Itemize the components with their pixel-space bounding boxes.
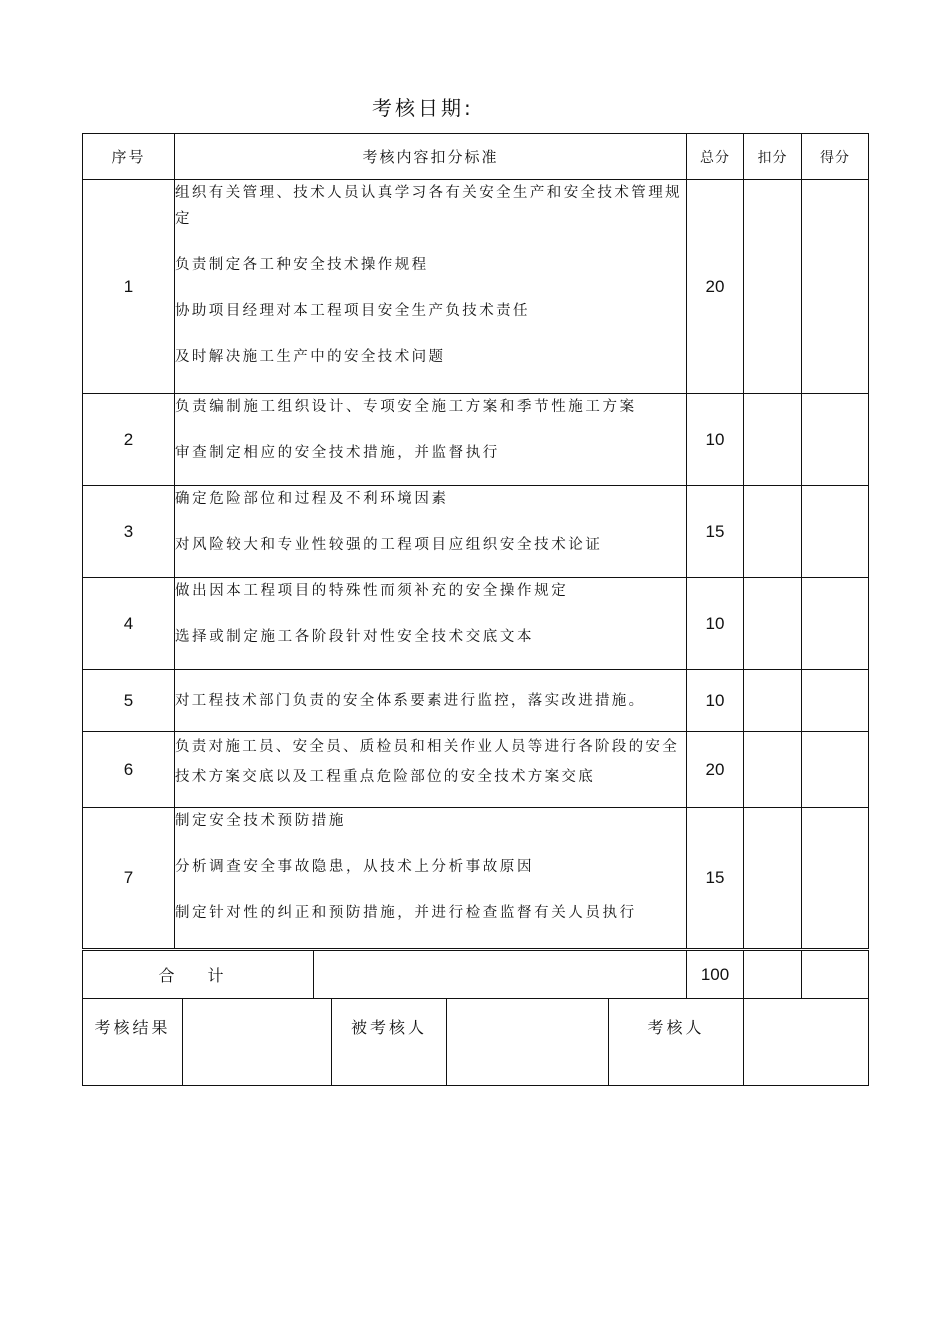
row-seq: 4 bbox=[83, 578, 175, 670]
assessee-label: 被考核人 bbox=[332, 999, 447, 1086]
row-content bbox=[175, 394, 687, 486]
total-score-cell[interactable] bbox=[802, 951, 869, 999]
row-total: 15 bbox=[687, 808, 744, 949]
row-score-cell[interactable] bbox=[802, 732, 869, 808]
content-line: 制定安全技术预防措施 bbox=[175, 813, 346, 829]
row-score-cell[interactable] bbox=[802, 394, 869, 486]
row-content bbox=[175, 486, 687, 578]
row-seq: 1 bbox=[83, 180, 175, 394]
row-seq: 3 bbox=[83, 486, 175, 578]
row-content bbox=[175, 670, 687, 732]
row-score-cell[interactable] bbox=[802, 180, 869, 394]
row-total: 20 bbox=[687, 180, 744, 394]
header-content: 考核内容扣分标准 bbox=[175, 134, 687, 180]
content-line: 协助项目经理对本工程项目安全生产负技术责任 bbox=[175, 303, 530, 319]
table-row bbox=[83, 578, 869, 670]
assessor-label: 考核人 bbox=[609, 999, 744, 1086]
row-deduct-cell[interactable] bbox=[744, 180, 802, 394]
row-deduct-cell[interactable] bbox=[744, 394, 802, 486]
row-total: 10 bbox=[687, 578, 744, 670]
table-row bbox=[83, 394, 869, 486]
row-content bbox=[175, 578, 687, 670]
row-seq: 6 bbox=[83, 732, 175, 808]
result-label: 考核结果 bbox=[83, 999, 183, 1086]
header-total: 总分 bbox=[687, 134, 744, 180]
row-score-cell[interactable] bbox=[802, 670, 869, 732]
content-line: 审查制定相应的安全技术措施，并监督执行 bbox=[175, 445, 500, 461]
row-deduct-cell[interactable] bbox=[744, 578, 802, 670]
total-blank-cell bbox=[314, 951, 687, 999]
content-line: 制定针对性的纠正和预防措施，并进行检查监督有关人员执行 bbox=[175, 905, 637, 921]
assessment-table bbox=[82, 133, 869, 949]
row-total: 15 bbox=[687, 486, 744, 578]
row-score-cell[interactable] bbox=[802, 578, 869, 670]
row-total: 10 bbox=[687, 670, 744, 732]
table-row bbox=[83, 808, 869, 949]
content-line: 对工程技术部门负责的安全体系要素进行监控，落实改进措施。 bbox=[175, 692, 646, 709]
total-label: 合 计 bbox=[83, 951, 314, 999]
content-line: 组织有关管理、技术人员认真学习各有关安全生产和安全技术管理规定 bbox=[175, 185, 682, 227]
row-content bbox=[175, 808, 687, 949]
content-line: 选择或制定施工各阶段针对性安全技术交底文本 bbox=[175, 629, 535, 645]
content-line: 负责编制施工组织设计、专项安全施工方案和季节性施工方案 bbox=[175, 399, 637, 415]
content-line: 做出因本工程项目的特殊性而须补充的安全操作规定 bbox=[175, 583, 569, 599]
signature-table bbox=[82, 998, 869, 1086]
header-deduct: 扣分 bbox=[744, 134, 802, 180]
row-deduct-cell[interactable] bbox=[744, 732, 802, 808]
table-row bbox=[83, 670, 869, 732]
row-deduct-cell[interactable] bbox=[744, 670, 802, 732]
content-line: 分析调查安全事故隐患，从技术上分析事故原因 bbox=[175, 859, 535, 875]
table-row bbox=[83, 486, 869, 578]
grand-total: 100 bbox=[687, 951, 744, 999]
table-row bbox=[83, 732, 869, 808]
row-deduct-cell[interactable] bbox=[744, 808, 802, 949]
assessee-field[interactable] bbox=[447, 999, 609, 1086]
content-line: 负责对施工员、安全员、质检员和相关作业人员等进行各阶段的安全技术方案交底以及工程重点危险部位的安全技术方案交底 bbox=[175, 739, 679, 785]
row-seq: 5 bbox=[83, 670, 175, 732]
row-total: 20 bbox=[687, 732, 744, 808]
table-row bbox=[83, 180, 869, 394]
row-content bbox=[175, 732, 687, 808]
header-seq: 序号 bbox=[83, 134, 175, 180]
content-line: 负责制定各工种安全技术操作规程 bbox=[175, 257, 429, 273]
row-deduct-cell[interactable] bbox=[744, 486, 802, 578]
row-seq: 2 bbox=[83, 394, 175, 486]
header-score: 得分 bbox=[802, 134, 869, 180]
total-table bbox=[82, 950, 869, 999]
row-content bbox=[175, 180, 687, 394]
page-title: 考核日期: bbox=[372, 96, 474, 120]
total-row bbox=[83, 951, 869, 999]
row-total: 10 bbox=[687, 394, 744, 486]
content-line: 确定危险部位和过程及不利环境因素 bbox=[175, 491, 449, 507]
header-row bbox=[83, 134, 869, 180]
result-field[interactable] bbox=[183, 999, 332, 1086]
content-line: 对风险较大和专业性较强的工程项目应组织安全技术论证 bbox=[175, 537, 603, 553]
row-score-cell[interactable] bbox=[802, 486, 869, 578]
row-score-cell[interactable] bbox=[802, 808, 869, 949]
content-line: 及时解决施工生产中的安全技术问题 bbox=[175, 349, 446, 365]
total-deduct-cell[interactable] bbox=[744, 951, 802, 999]
row-seq: 7 bbox=[83, 808, 175, 949]
signature-row bbox=[83, 999, 869, 1086]
assessor-field[interactable] bbox=[744, 999, 869, 1086]
